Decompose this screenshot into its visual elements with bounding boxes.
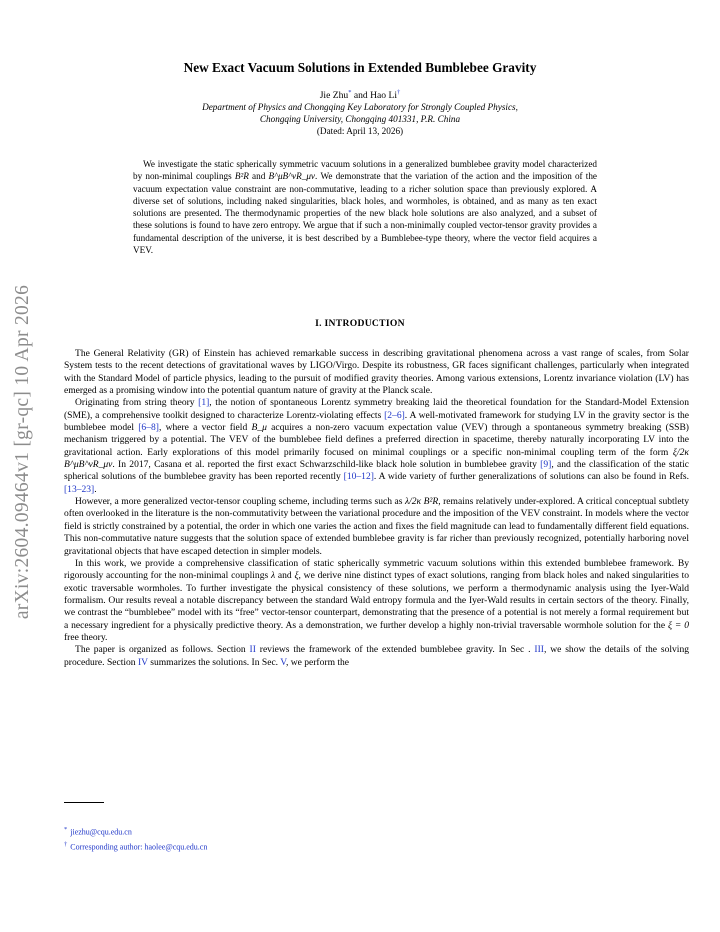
paragraph-text: , we show the details of the solving procedure. Section <box>64 644 689 668</box>
arxiv-identifier: arXiv:2604.09464v1 [gr-qc] 10 Apr 2026 <box>12 284 33 620</box>
footnote <box>64 824 207 839</box>
author-name: Hao Li <box>370 90 398 102</box>
paragraph <box>64 348 689 397</box>
math-lambda-term: λ/2κ B²R <box>405 496 439 508</box>
math-lambda: λ <box>270 570 276 582</box>
paper-title: New Exact Vacuum Solutions in Extended Bumblebee Gravity <box>183 60 537 75</box>
paragraph <box>64 558 689 644</box>
arxiv-stamp <box>6 262 40 642</box>
paragraph-text: , where a vector field <box>158 422 252 434</box>
corresponding-author-link[interactable]: Corresponding author: haolee@cqu.edu.cn <box>70 842 208 852</box>
paragraph-text: The General Relativity (GR) of Einstein has achieved remarkable success in describing gravitational phenomena across a vast range of scales, from Solar System tests to the recent detections of gravitational waves by LIGO/Virgo. Despite its robustness, GR faces significant challenges, particularly when integrated with the Standard Model of particle physics, leading to the pursuit of modified gravity theories. Among various extensions, Lorentz invariance violation (LV) has emerged as a promising window into the potential quantum nature of gravity at the Planck scale. <box>64 348 689 397</box>
abstract-text: and <box>248 171 269 182</box>
paragraph-text: , the notion of spontaneous Lorentz symmetry breaking laid the theoretical foundation for the Standard-Model Extension (SME), a comprehensive toolkit designed to characterize Lorentz-violating effects <box>64 397 689 421</box>
citation-link[interactable]: [1] <box>198 397 210 409</box>
date-line: (Dated: April 13, 2026) <box>316 126 404 136</box>
affiliation-line: Chongqing University, Chongqing 401331, P.R. China <box>259 114 461 124</box>
footnote <box>64 839 207 854</box>
citation-link[interactable]: [13–23] <box>64 483 95 495</box>
paragraph <box>64 397 689 496</box>
paragraph-text: . A well-motivated framework for studying LV in the gravity sector is the bumblebee model <box>64 409 690 434</box>
author-footnote-mark[interactable]: * <box>348 89 352 96</box>
section-link[interactable]: IV <box>137 656 148 668</box>
footnotes <box>64 824 207 853</box>
email-link[interactable]: jiezhu@cqu.edu.cn <box>70 827 132 837</box>
paragraph-text: However, a more generalized vector-tensor coupling scheme, including terms such as <box>75 496 405 508</box>
paragraph-text: , we derive nine distinct types of exact solutions, ranging from black holes and naked singularities to exotic traversable wormholes. To further investigate the physical consistency of these solutions, we perform a thermodynamic analysis using the Iyer-Wald formalism. Our results reveal a notable discrepancy between the standard Wald entropy formula and the Iyer-Wald results in certain sectors of the theory. Finally, we contrast the “bumblebee” model with its “free” vector-tensor counterpart, demonstrating that the presence of a potential is not merely a formal requirement but a necessary ingredient for a physically predictive theory. As a demonstration, we further develop a highly non-trivial traversable wormhole solution for the <box>64 570 690 631</box>
paragraph <box>64 496 689 558</box>
introduction-body <box>64 348 689 669</box>
section-link[interactable]: II <box>249 644 256 656</box>
paragraph-text: . <box>94 483 97 495</box>
citation-link[interactable]: [9] <box>540 459 552 471</box>
abstract-text: We investigate the static spherically symmetric vacuum solutions in a generalized bumblebee gravity model characterized by non-minimal couplings <box>133 159 597 182</box>
abstract <box>133 158 597 256</box>
paragraph-text: , and the classification of the static spherical solutions of the bumblebee gravity has been reported recently <box>64 459 689 483</box>
affiliation <box>80 101 640 125</box>
math-xi-zero: ξ = 0 <box>667 619 690 631</box>
section-link[interactable]: III <box>534 644 544 656</box>
paragraph <box>64 644 689 669</box>
math-xi: ξ <box>294 570 299 582</box>
paragraph-text: . A wide variety of further generalizations of solutions can also be found in Refs. <box>373 471 689 483</box>
footnote-mark: † <box>64 840 68 848</box>
affiliation-line: Department of Physics and Chongqing Key Laboratory for Strongly Coupled Physics, <box>202 102 518 112</box>
citation-link[interactable]: [10–12] <box>343 471 374 483</box>
paragraph-text: , we perform the <box>285 656 350 668</box>
paragraph-text: , remains relatively under-explored. A critical conceptual subtlety often overlooked in the literature is the non-commutativity between the variational procedure and the imposition of the VEV constraint. In models where the vector field is strictly constrained by a potential, the order in which one varies the action and fixes the field magnitude can lead to fundamentally different field equations. This non-commutative nature suggests that the solution space of extended bumblebee gravity is far richer than previously recognized, potentially harboring novel gravitational objects that have escaped detection in simpler models. <box>64 496 689 557</box>
paragraph-text: The paper is organized as follows. Section <box>75 644 250 656</box>
paragraph-text: acquires a non-zero vacuum expectation value (VEV) through a spontaneous symmetry breaking (SSB) mechanism triggered by a potential. The VEV of the bumblebee field defines a preferred direction in spacetime, thereby naturally incorporating LV into the gravitational action. Early explorations of this model primarily focused on minimal couplings or a specific non-minimal coupling term of the form <box>64 422 689 458</box>
math-b-mu: B_μ <box>251 422 267 434</box>
paragraph-text: In this work, we provide a comprehensive classification of static spherically symmetric vacuum solutions within this extended bumblebee framework. By rigorously accounting for the non-minimal couplings <box>64 557 689 582</box>
paragraph-text: free theory. <box>64 631 108 643</box>
math-b2r: B²R <box>234 171 249 182</box>
math-bbr: B^μB^νR_μν <box>268 171 316 182</box>
citation-link[interactable]: [2–6] <box>384 409 405 421</box>
abstract-text: . We demonstrate that the variation of the action and the imposition of the vacuum expectation value constraint are non-commutative, leading to a richer solution space than previously explored. A diverse set of solutions, including naked singularities, black holes, and wormholes, is obtained, and as many as ten exact solutions are presented. The thermodynamic properties of the new black hole solutions are also analyzed, and a subset of these solutions is found to have zero entropy. We argue that if such a non-minimally coupled vector-tensor gravity provides a fundamental description of the universe, it is best described by a Bumblebee-type theory, where the vector field acquires a VEV. <box>133 171 597 256</box>
paragraph-text: summarizes the solutions. In Sec. <box>147 656 281 668</box>
author-connector: and <box>353 90 368 102</box>
author-footnote-mark[interactable]: † <box>397 89 401 96</box>
math-xi-term: ξ/2κ B^μB^νR_μν <box>64 446 689 471</box>
author-line <box>80 89 640 101</box>
citation-link[interactable]: [6–8] <box>138 422 159 434</box>
author-name: Jie Zhu <box>319 90 349 102</box>
paragraph-text: reviews the framework of the extended bumblebee gravity. In Sec . <box>255 644 535 656</box>
footnote-mark: * <box>64 826 68 833</box>
section-heading: I. INTRODUCTION <box>315 318 405 329</box>
paragraph-text: Originating from string theory <box>75 397 199 409</box>
paragraph-text: and <box>275 570 295 582</box>
footnote-divider <box>64 802 104 803</box>
paragraph-text: . In 2017, Casana et al. reported the first exact Schwarzschild-like black hole solution in bumblebee gravity <box>112 459 541 471</box>
section-link[interactable]: V <box>280 656 286 668</box>
